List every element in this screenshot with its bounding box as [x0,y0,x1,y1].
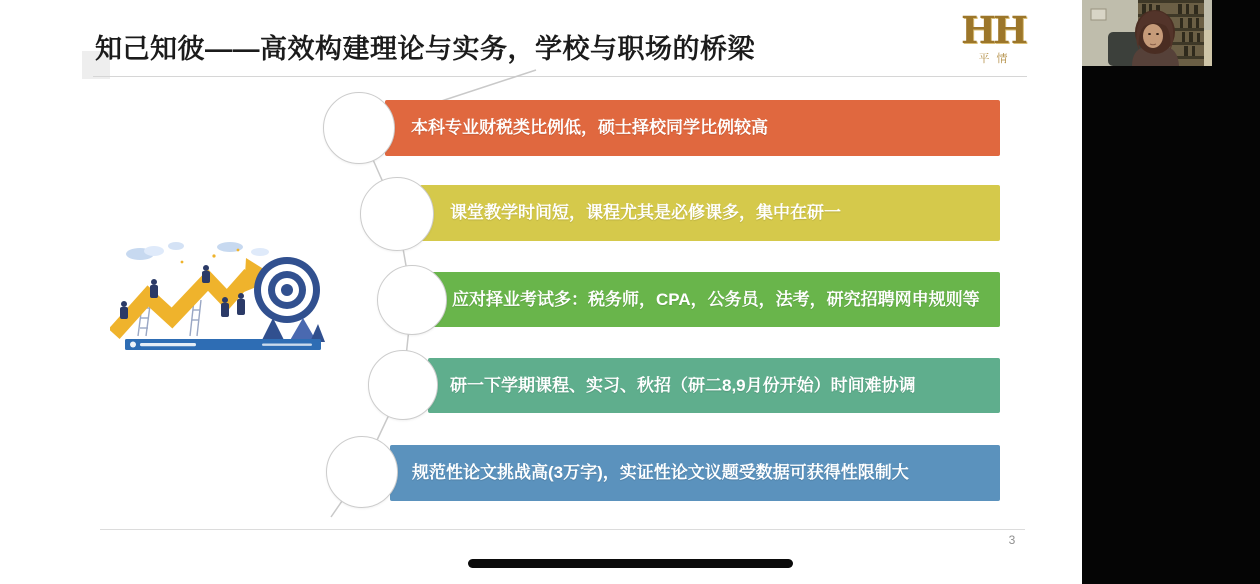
slide-page-number: 3 [1008,533,1016,547]
step-banner-5: 规范性论文挑战高(3万字)，实证性论文议题受数据可获得性限制大 [390,445,1000,501]
logo-subtext: 平情 [978,53,1015,65]
step-banner-1: 本科专业财税类比例低，硕士择校同学比例较高 [385,100,1000,156]
home-indicator-bar[interactable] [468,559,793,568]
video-side-panel [1082,0,1260,584]
step-node-circle-1 [323,92,395,164]
step-node-circle-3 [377,265,447,335]
step-banner-4: 研一下学期课程、实习、秋招（研二8,9月份开始）时间难协调 [428,358,1000,413]
step-banner-2: 课堂教学时间短，课程尤其是必修课多，集中在研一 [420,185,1000,241]
step-node-circle-2 [360,177,434,251]
slide-title: 知己知彼——高效构建理论与实务，学校与职场的桥梁 [95,34,755,64]
step-banner-3: 应对择业考试多：税务师，CPA，公务员，法考，研究招聘网申规则等 [428,272,1000,327]
presenter-webcam-video[interactable] [1082,0,1212,66]
step-node-circle-4 [368,350,438,420]
logo-monogram: HH [961,8,1025,52]
step-node-circle-5 [326,436,398,508]
webcam-frame-image [1082,0,1212,66]
